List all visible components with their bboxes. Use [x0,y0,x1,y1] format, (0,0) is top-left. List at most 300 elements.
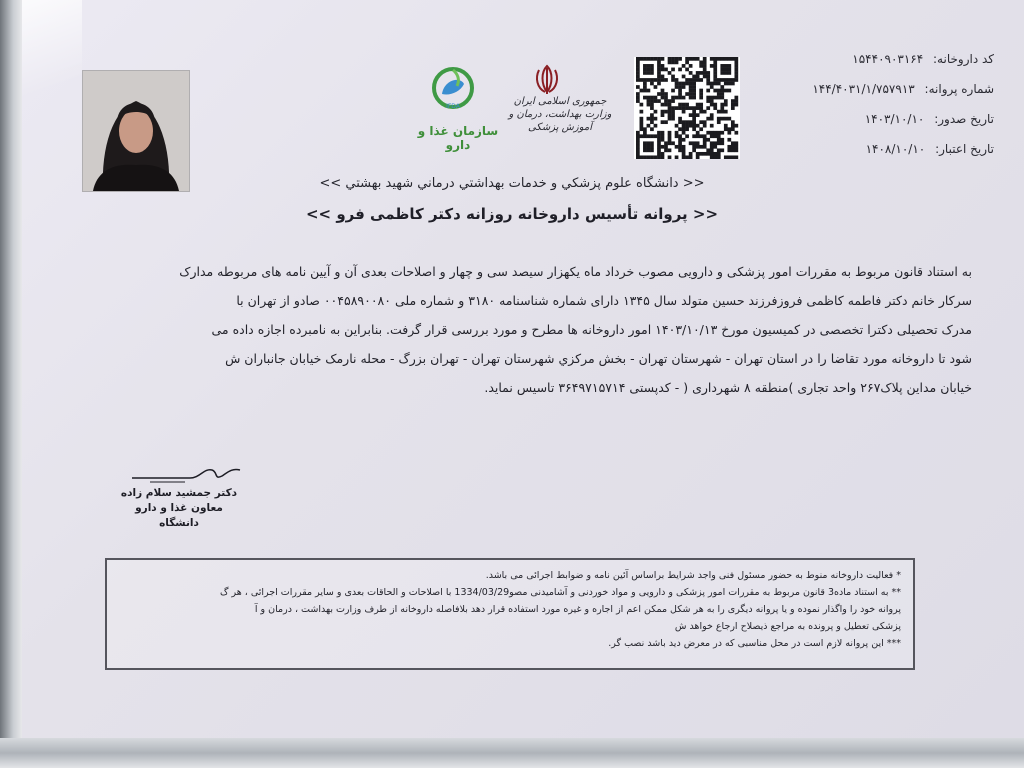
qr-module [717,138,721,142]
qr-module [734,75,738,79]
qr-module [657,134,661,138]
qr-module [682,152,686,156]
qr-module [706,106,710,110]
qr-module [706,148,710,152]
qr-module [650,71,654,75]
qr-module [703,145,707,149]
qr-module [664,148,668,152]
qr-module [689,57,693,61]
qr-module [668,71,672,75]
body-line: به استناد قانون مربوط به مقررات امور پزشکی و دارویی مصوب خرداد ماه یکهزار سیصد سی و چهار و اصلاحات بعدی آن و آیین نامه های مربوطه مدارک [179,264,972,279]
qr-module [696,145,700,149]
qr-module [696,103,700,107]
qr-module [685,92,689,96]
qr-module [734,68,738,72]
qr-module [636,96,640,100]
license-body [92,257,972,402]
qr-module [724,89,728,93]
qr-module [717,155,721,159]
qr-module [685,57,689,61]
qr-module [647,89,651,93]
qr-module [682,103,686,107]
qr-module [703,124,707,128]
expiry-date-row [779,140,994,170]
qr-module [717,82,721,86]
body-line: سرکار خانم دکتر فاطمه کاظمی فروزفرزند حسین متولد سال ۱۳۴۵ دارای شماره شناسنامه ۳۱۸۰ و شماره ملی ۰۰۴۵۸۹۰۰۸۰ صادو از تهران با [236,293,972,308]
qr-module [682,131,686,135]
qr-module [671,113,675,117]
qr-module [675,96,679,100]
qr-module [647,124,651,128]
qr-module [696,113,700,117]
holder-photo [82,70,190,192]
qr-module [727,71,731,75]
qr-module [724,127,728,131]
qr-module [692,148,696,152]
qr-module [724,64,728,68]
qr-module [727,57,731,61]
fda-name: سازمان غذا و دارو [417,124,499,152]
qr-module [643,64,647,68]
qr-module [692,82,696,86]
qr-module [713,145,717,149]
qr-module [727,138,731,142]
qr-module [734,145,738,149]
qr-module [671,61,675,65]
qr-module [734,148,738,152]
qr-module [724,99,728,103]
qr-module [731,148,735,152]
qr-module [734,64,738,68]
qr-module [657,145,661,149]
qr-module [678,120,682,124]
qr-module [668,57,672,61]
notes-box [105,558,915,670]
qr-module [657,68,661,72]
qr-module [710,155,714,159]
qr-module [675,155,679,159]
qr-module [678,106,682,110]
qr-module [706,99,710,103]
qr-module [689,82,693,86]
qr-module [647,96,651,100]
qr-module [650,82,654,86]
qr-module [734,96,738,100]
qr-module [692,110,696,114]
iran-emblem-icon [527,62,567,98]
qr-module [668,131,672,135]
qr-module [664,145,668,149]
qr-module [668,61,672,65]
qr-module [636,148,640,152]
qr-module [710,82,714,86]
frame-bottom-edge [0,738,1024,768]
qr-module [668,113,672,117]
qr-module [682,110,686,114]
qr-module [650,106,654,110]
license-title: << پروانه تأسیس داروخانه روزانه دکتر کاظمی فرو >> [305,205,719,223]
qr-module [636,71,640,75]
qr-module [682,82,686,86]
qr-module [661,110,665,114]
qr-module [706,138,710,142]
qr-module [685,120,689,124]
qr-module [699,92,703,96]
qr-module [650,99,654,103]
qr-module [696,131,700,135]
qr-module [678,89,682,93]
qr-module [689,96,693,100]
qr-module [727,78,731,82]
qr-module [689,120,693,124]
qr-module [682,96,686,100]
qr-module [685,124,689,128]
qr-module [696,106,700,110]
qr-module [731,82,735,86]
qr-module [720,96,724,100]
expiry-date-value: ۱۴۰۸/۱۰/۱۰ [865,142,926,156]
qr-module [657,152,661,156]
qr-module [640,155,644,159]
qr-module [671,106,675,110]
body-line: مدرک تحصیلی دکترا تخصصی در کمیسیون مورخ ۱۴۰۳/۱۰/۱۳ امور داروخانه ها مطرح و مورد بررسی قرار گرفت. بنابراین به نامبرده اجازه داده می [211,322,972,337]
license-number-label: شماره پروانه: [924,82,994,96]
qr-module [699,145,703,149]
qr-module [661,113,665,117]
qr-module [689,71,693,75]
qr-module [668,110,672,114]
qr-module [689,113,693,117]
qr-module [717,120,721,124]
qr-module [692,113,696,117]
qr-module [643,131,647,135]
qr-module [643,71,647,75]
qr-module [727,127,731,131]
qr-module [636,92,640,96]
qr-module [661,155,665,159]
qr-module [720,89,724,93]
qr-module [703,75,707,79]
qr-module [640,117,644,121]
qr-module [696,78,700,82]
qr-module [727,155,731,159]
qr-module [668,148,672,152]
qr-module [671,78,675,82]
qr-module [692,127,696,131]
issue-date-label: تاریخ صدور: [934,112,994,126]
license-document [22,0,1024,738]
qr-module [724,82,728,86]
qr-module [678,127,682,131]
qr-module [727,117,731,121]
qr-module [647,148,651,152]
qr-module [657,92,661,96]
qr-module [692,57,696,61]
qr-module [685,61,689,65]
qr-module [685,103,689,107]
qr-module [661,68,665,72]
qr-module [636,75,640,79]
qr-module [710,103,714,107]
qr-module [664,110,668,114]
qr-module [713,141,717,145]
qr-module [720,110,724,114]
qr-module [647,117,651,121]
qr-module [675,106,679,110]
qr-module [643,141,647,145]
qr-module [647,155,651,159]
qr-module [710,131,714,135]
qr-module [643,96,647,100]
qr-module [657,61,661,65]
qr-module [706,96,710,100]
qr-module [696,141,700,145]
qr-module [703,71,707,75]
qr-module [668,106,672,110]
qr-module [710,124,714,128]
qr-module [703,57,707,61]
signer-title: معاون غذا و دارو دانشگاه [135,502,223,529]
qr-module [636,68,640,72]
signer-block [114,486,244,531]
qr-module [661,92,665,96]
qr-module [710,152,714,156]
qr-module [671,89,675,93]
qr-module [734,99,738,103]
qr-module [678,141,682,145]
qr-module [717,148,721,152]
body-line: شود تا داروخانه مورد تقاضا را در استان تهران - شهرستان تهران - بخش مرکزي شهرستان تهران - تهران بزرگ - محله نارمک خیابان جانباران ش [225,351,972,366]
qr-module [650,78,654,82]
qr-module [706,152,710,156]
qr-module [710,64,714,68]
qr-module [636,138,640,142]
qr-module [678,148,682,152]
qr-module [703,110,707,114]
qr-module [640,127,644,131]
qr-module [661,64,665,68]
qr-module [650,68,654,72]
qr-module [710,85,714,89]
qr-module [734,78,738,82]
qr-module [664,103,668,107]
qr-module [720,92,724,96]
qr-module [657,155,661,159]
qr-module [661,131,665,135]
qr-module [636,85,640,89]
qr-module [678,103,682,107]
qr-module [692,78,696,82]
qr-module [678,57,682,61]
qr-module [706,89,710,93]
qr-module [724,110,728,114]
qr-module [654,155,658,159]
qr-module [647,57,651,61]
qr-module [720,141,724,145]
issue-date-row [779,110,994,140]
qr-module [731,99,735,103]
qr-module [668,117,672,121]
qr-module [650,113,654,117]
qr-module [671,68,675,72]
qr-module [720,68,724,72]
qr-code-icon [634,57,740,159]
qr-module [703,61,707,65]
qr-module [661,96,665,100]
qr-module [678,96,682,100]
university-title: << دانشگاه علوم پزشکي و خدمات بهداشتي درماني شهيد بهشتي >> [319,176,705,191]
qr-module [706,131,710,135]
qr-module [650,96,654,100]
qr-module [654,85,658,89]
qr-module [713,71,717,75]
qr-module [671,141,675,145]
qr-module [699,120,703,124]
qr-module [675,85,679,89]
qr-module [657,138,661,142]
qr-module [643,57,647,61]
qr-module [661,89,665,93]
qr-module [636,57,640,61]
qr-module [678,82,682,86]
fda-logo-icon [430,64,476,112]
qr-module [706,75,710,79]
qr-module [682,124,686,128]
qr-module [675,145,679,149]
qr-module [731,141,735,145]
qr-module [699,110,703,114]
qr-module [664,68,668,72]
qr-module [654,124,658,128]
note-item: پروانه خود را واگذار نموده و یا پروانه دیگری را به هر شکل ممکن اعم از اجاره و غیره مورد استفاده قرار دهد بلافاصله داروخانه از طرف وزارت بهداشت ، درمان و آ [254,604,901,615]
qr-module [699,78,703,82]
qr-module [731,127,735,131]
qr-module [685,78,689,82]
qr-module [717,89,721,93]
qr-module [720,117,724,121]
qr-module [661,57,665,61]
qr-module [636,99,640,103]
qr-module [734,155,738,159]
qr-module [717,134,721,138]
qr-module [717,152,721,156]
body-line: خیابان مداین پلاک۲۶۷ واحد تجاری )منطقه ۸ شهرداری ( - کدپستی ۳۶۴۹۷۱۵۷۱۴ تاسیس نماید. [484,380,972,395]
qr-module [727,148,731,152]
qr-module [657,131,661,135]
qr-module [643,89,647,93]
qr-module [731,124,735,128]
qr-module [675,131,679,135]
qr-module [699,96,703,100]
qr-module [678,92,682,96]
qr-module [703,120,707,124]
ministry-line-2: وزارت بهداشت، درمان و آموزش پزشکی [508,109,612,133]
qr-module [706,117,710,121]
qr-module [668,103,672,107]
qr-module [713,68,717,72]
qr-module [650,117,654,121]
qr-module [671,57,675,61]
qr-module [657,141,661,145]
qr-module [696,75,700,79]
qr-module [727,145,731,149]
qr-module [724,78,728,82]
glass-reflection [22,0,82,120]
qr-module [640,57,644,61]
qr-module [671,99,675,103]
qr-module [640,103,644,107]
qr-module [647,141,651,145]
qr-module [689,155,693,159]
qr-module [720,64,724,68]
qr-module [636,61,640,65]
qr-module [692,117,696,121]
qr-module [643,82,647,86]
qr-module [682,148,686,152]
qr-module [675,57,679,61]
qr-module [699,134,703,138]
qr-module [689,106,693,110]
qr-module [650,148,654,152]
qr-module [682,106,686,110]
qr-module [731,103,735,107]
qr-module [685,106,689,110]
note-item: * فعالیت داروخانه منوط به حضور مسئول فنی واجد شرایط براساس آئین نامه و ضوابط اجرائی می باشد. [485,570,901,581]
qr-module [696,155,700,159]
qr-module [713,57,717,61]
qr-module [720,106,724,110]
qr-module [661,78,665,82]
qr-module [731,78,735,82]
qr-module [682,127,686,131]
qr-module [647,145,651,149]
note-item: ** به استناد ماده3 قانون مربوط به مقررات امور پزشکی و دارویی و مواد خوردنی و آشامیدنی مصو1334/03/29 با اصلاحات و الحاقات بعدی و سایر مقررات اجرائی ، هر گ [219,587,901,598]
qr-module [720,85,724,89]
qr-module [654,117,658,121]
qr-module [647,68,651,72]
qr-module [664,141,668,145]
qr-module [692,124,696,128]
qr-module [720,78,724,82]
qr-module [682,155,686,159]
qr-module [710,57,714,61]
qr-module [692,75,696,79]
qr-module [636,78,640,82]
qr-module [692,96,696,100]
qr-module [731,57,735,61]
qr-module [685,155,689,159]
qr-module [703,68,707,72]
qr-module [703,134,707,138]
qr-module [734,141,738,145]
qr-module [724,124,728,128]
qr-module [706,78,710,82]
qr-module [657,57,661,61]
qr-module [699,103,703,107]
qr-module [734,124,738,128]
qr-module [643,145,647,149]
qr-module [692,134,696,138]
qr-module [692,145,696,149]
qr-module [713,78,717,82]
qr-module [717,110,721,114]
qr-module [717,141,721,145]
qr-module [689,64,693,68]
qr-module [678,134,682,138]
qr-module [678,85,682,89]
qr-module [713,131,717,135]
qr-module [699,61,703,65]
